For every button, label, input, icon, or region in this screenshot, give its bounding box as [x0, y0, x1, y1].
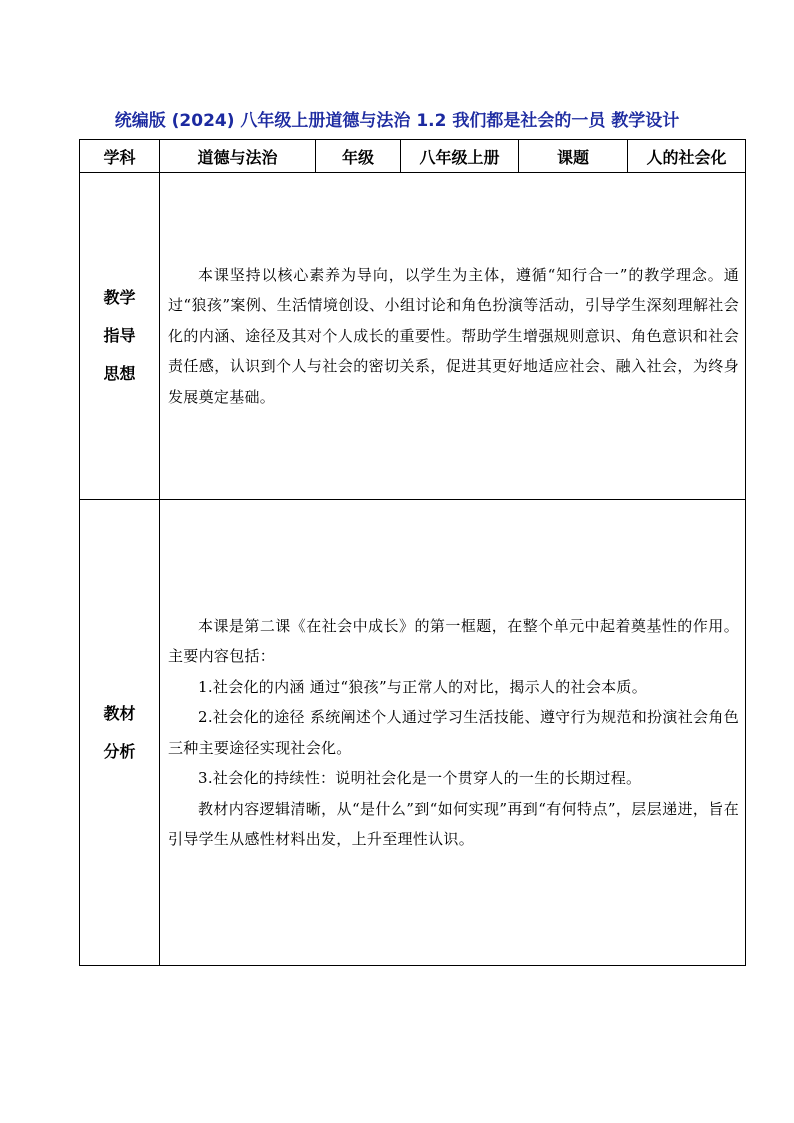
subject-label: 学科 [80, 140, 160, 173]
analysis-paragraph: 1.社会化的内涵 通过“狼孩”与正常人的对比，揭示人的社会本质。 [198, 677, 648, 696]
analysis-paragraph: 教材内容逻辑清晰，从“是什么”到“如何实现”再到“有何特点”，层层递进，旨在引导学生从感性材料出发，上升至理性认识。 [168, 799, 739, 848]
topic-value: 人的社会化 [628, 140, 746, 173]
guiding-thought-row [80, 173, 746, 500]
grade-value: 八年级上册 [401, 140, 519, 173]
grade-label: 年级 [316, 140, 401, 173]
guiding-thought-label-line: 思想 [103, 364, 136, 383]
analysis-paragraph: 3.社会化的持续性：说明社会化是一个贯穿人的一生的长期过程。 [198, 769, 642, 787]
guiding-thought-label-line: 教学 [103, 288, 136, 307]
textbook-analysis-label [80, 500, 160, 966]
textbook-analysis-row [80, 500, 746, 966]
topic-label: 课题 [519, 140, 628, 173]
header-row [80, 140, 746, 173]
guiding-thought-paragraph: 本课坚持以核心素养为导向，以学生为主体，遵循“知行合一”的教学理念。通过“狼孩”案例、生活情境创设、小组讨论和角色扮演等活动，引导学生深刻理解社会化的内涵、途径及其对个人成长的重要性。帮助学生增强规则意识、角色意识和社会责任感，认识到个人与社会的密切关系，促进其更好地适应社会、融入社会，为终身发展奠定基础。 [168, 265, 739, 406]
analysis-paragraph: 2.社会化的途径 系统阐述个人通过学习生活技能、遵守行为规范和扮演社会角色三种主要途径实现社会化。 [168, 708, 739, 757]
textbook-analysis-label-line: 分析 [103, 741, 136, 761]
subject-value: 道德与法治 [160, 140, 316, 173]
lesson-design-table [79, 139, 746, 966]
guiding-thought-label-line: 指导 [103, 326, 136, 345]
document-title: 统编版 (2024) 八年级上册道德与法治 1.2 我们都是社会的一员 教学设计 [114, 111, 680, 131]
textbook-analysis-content [160, 500, 746, 966]
analysis-paragraph: 本课是第二课《在社会中成长》的第一框题，在整个单元中起着奠基性的作用。主要内容包括： [168, 616, 739, 665]
guiding-thought-content [160, 173, 746, 500]
textbook-analysis-label-line: 教材 [103, 703, 136, 723]
guiding-thought-label [80, 173, 160, 500]
